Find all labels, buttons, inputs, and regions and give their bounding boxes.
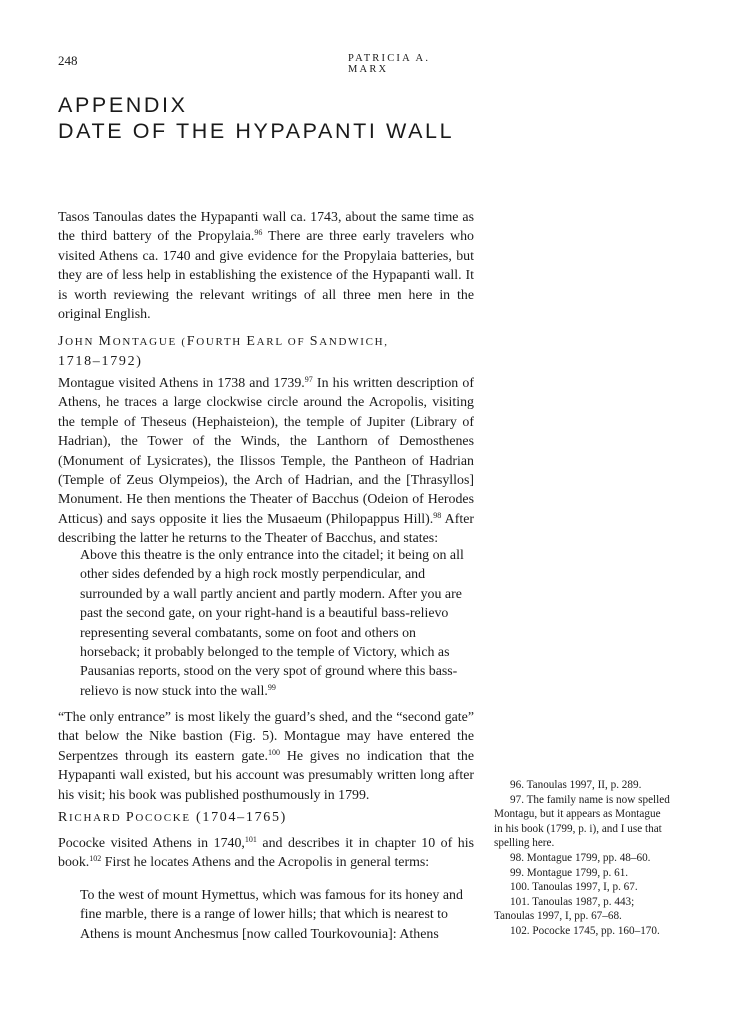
footnote-ref-99: 99 <box>267 682 276 692</box>
footnote: 100. Tanoulas 1997, I, p. 67. <box>510 881 638 894</box>
footnote: Tanoulas 1997, I, pp. 67–68. <box>494 910 622 923</box>
footnote: 99. Montague 1799, p. 61. <box>510 866 629 879</box>
page-number: 248 <box>58 53 78 68</box>
footnote: Montagu, but it appears as Montague <box>494 808 661 821</box>
footnote: spelling here. <box>494 837 555 850</box>
intro-text-b: There are three early travelers who visited Athens ca. 1740 and give evidence for the Propylaia batteries, but they are of less help in establishing the existence of the Hypapanti wall. It is worth reviewing the relevant writings of all three men here in the original English. <box>58 229 474 323</box>
montague-paragraph-1: Montague visited Athens in 1738 and 1739.97 In his written description of Athens, he traces a large clockwise circle around the Acropolis, visiting the temple of Theseus (Hephaisteion), the temple of Jupiter (Library of Hadrian), the Tower of the Winds, the Lanthorn of Demosthenes (Monument of Lysicrates), the Ilissos Temple, the Pantheon of Hadrian (Temple of Zeus Olympeios), the Arch of Hadrian, and the [Thrasyllos] Monument. He then mentions the Theater of Bacchus (Odeion of Herodes Atticus) and says opposite it lies the Musaeum (Philopappus Hill).$^{98}$ After describing the latter he returns to the Theater of Bacchus, and states: <box>58 375 474 547</box>
footnote: 96. Tanoulas 1997, II, p. 289. <box>510 779 642 791</box>
footnotes <box>494 778 690 939</box>
pococke-blockquote: To the west of mount Hymettus, which was famous for its honey and fine marble, there is a range of lower hills; that which is nearest to Athens is mount Anchesmus [now called Tourkovounia]: Athens <box>80 888 463 942</box>
appendix-title <box>58 92 454 144</box>
running-head: PATRICIA A. MARX <box>348 53 431 75</box>
footnote-ref-96: 96 <box>254 228 263 238</box>
footnote: 97. The family name is now spelled <box>510 793 670 806</box>
montague-paragraph-2: “The only entrance” is most likely the guard’s shed, and the “second gate” that below the Nike bastion (Fig. 5). Montague may have entered the Serpentzes through its eastern gate.$^{100}$ He gives no indication that the Hypapanti wall existed, but his account was presumably written long after his visit; his book was published posthumously in 1799. <box>58 710 474 803</box>
footnote: 101. Tanoulas 1987, p. 443; <box>510 895 635 908</box>
footnote-ref-100: 100 <box>267 747 280 757</box>
footnote-ref-102: 102 <box>89 854 102 864</box>
footnote-ref-98: 98 <box>433 510 442 520</box>
title-line-1: APPENDIX <box>58 93 188 117</box>
intro-paragraph <box>58 208 474 324</box>
title-line-2: DATE OF THE HYPAPANTI WALL <box>58 119 455 143</box>
intro-text-a: Tasos Tanoulas dates the Hypapanti wall ca. 1743, about the same time as the third battery of the Propylaia. <box>58 210 474 245</box>
pococke-paragraph-1: Pococke visited Athens in 1740,$^{101}$ and describes it in chapter 10 of his book.$^{102}$ First he locates Athens and the Acropolis in general terms: <box>58 835 474 871</box>
footnote: 98. Montague 1799, pp. 48–60. <box>510 851 651 864</box>
footnote: 102. Pococke 1745, pp. 160–170. <box>510 924 660 937</box>
section-heading-pococke: RICHARD POCOCKE (1704–1765) <box>58 810 288 825</box>
footnote-ref-101: 101 <box>244 835 257 844</box>
montague-blockquote: Above this theatre is the only entrance into the citadel; it being on all other sides defended by a high rock mostly perpendicular, and surrounded by a wall partly ancient and partly modern. After you are past the second gate, on your right-hand is a beautiful bass-relievo representing several combatants, some on foot and others on horseback; it probably belonged to the temple of Victory, which as Pausanias reports, stood on the very spot of ground where this bass-relievo is now stuck into the wall.$^{99}$ <box>80 548 464 699</box>
footnote-ref-97: 97 <box>304 375 313 384</box>
section-heading-montague: JOHN MONTAGUE (FOURTH EARL OF SANDWICH, 1718–1792) <box>58 334 389 369</box>
footnote: in his book (1799, p. i), and I use that <box>494 822 662 835</box>
